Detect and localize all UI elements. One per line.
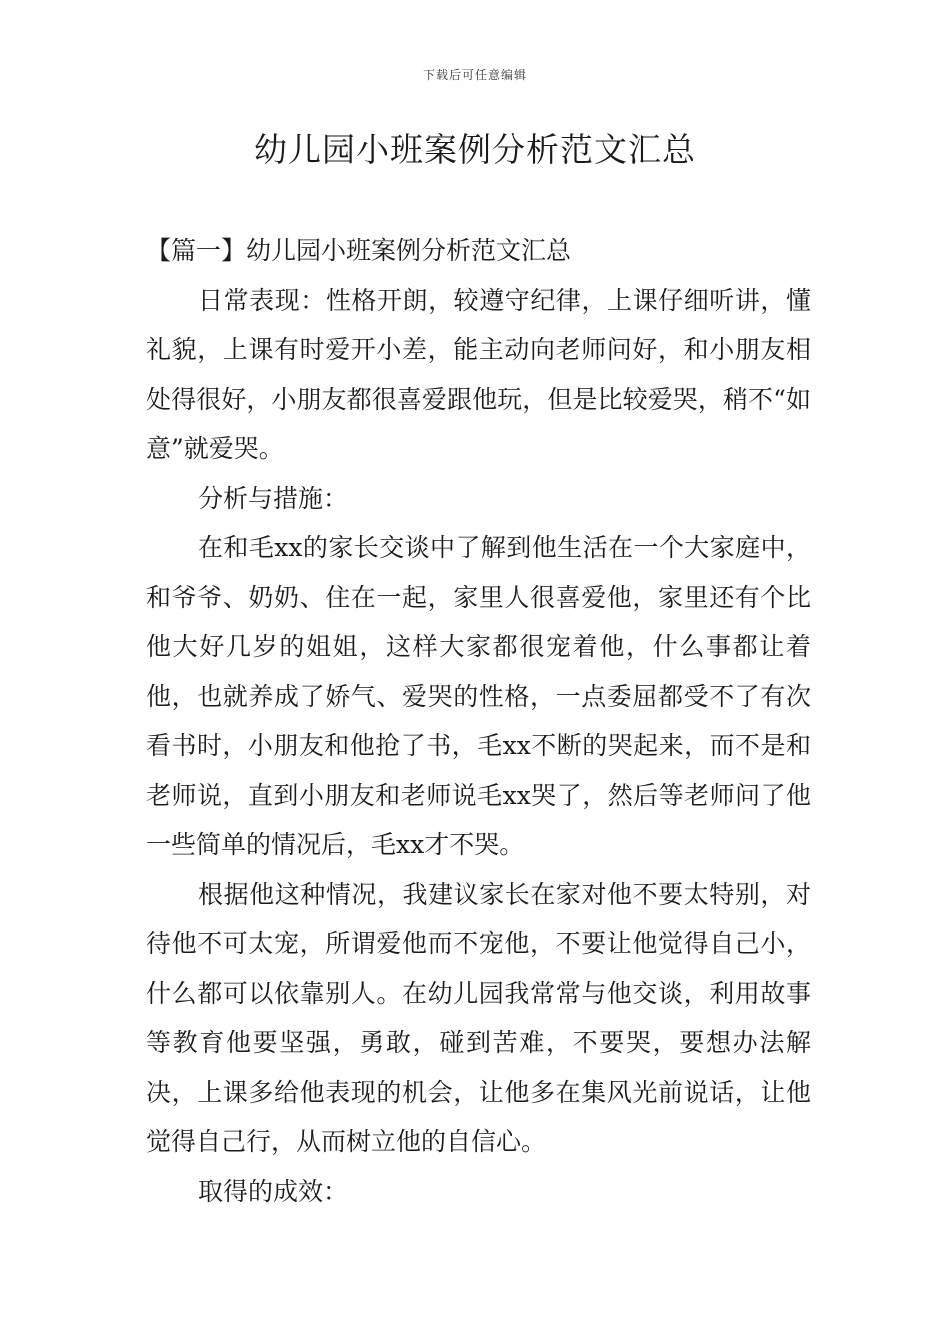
paragraph-family-background: 在和毛xx的家长交谈中了解到他生活在一个大家庭中，和爷爷、奶奶、住在一起，家里人很喜爱他，家里还有个比他大好几岁的姐姐，这样大家都很宠着他，什么事都让着他，也就养成了娇气、爱哭的性格，一点委屈都受不了有次看书时，小朋友和他抢了书，毛xx不断的哭起来，而不是和老师说，直到小朋友和老师说毛xx哭了，然后等老师问了他一些简单的情况后，毛xx才不哭。 <box>146 533 811 859</box>
document-body <box>146 226 811 1216</box>
section-heading: 【篇一】幼儿园小班案例分析范文汇总 <box>146 236 572 265</box>
paragraph-measures: 根据他这种情况，我建议家长在家对他不要太特别，对待他不可太宠，所谓爱他而不宠他，不要让他觉得自己小，什么都可以依靠别人。在幼儿园我常常与他交谈，利用故事等教育他要坚强，勇敢，碰到苦难，不要哭，要想办法解决，上课多给他表现的机会，让他多在集风光前说话，让他觉得自己行，从而树立他的自信心。 <box>146 879 811 1156</box>
header-note: 下载后可任意编辑 <box>422 68 527 82</box>
paragraph-results-heading: 取得的成效： <box>198 1176 349 1206</box>
document-title: 幼儿园小班案例分析范文汇总 <box>254 130 696 169</box>
paragraph-daily-behavior: 日常表现：性格开朗，较遵守纪律，上课仔细听讲，懂礼貌，上课有时爱开小差，能主动向老师问好，和小朋友相处得很好，小朋友都很喜爱跟他玩，但是比较爱哭，稍不“如意”就爱哭。 <box>146 285 811 463</box>
paragraph-analysis-heading: 分析与措施： <box>198 483 349 513</box>
